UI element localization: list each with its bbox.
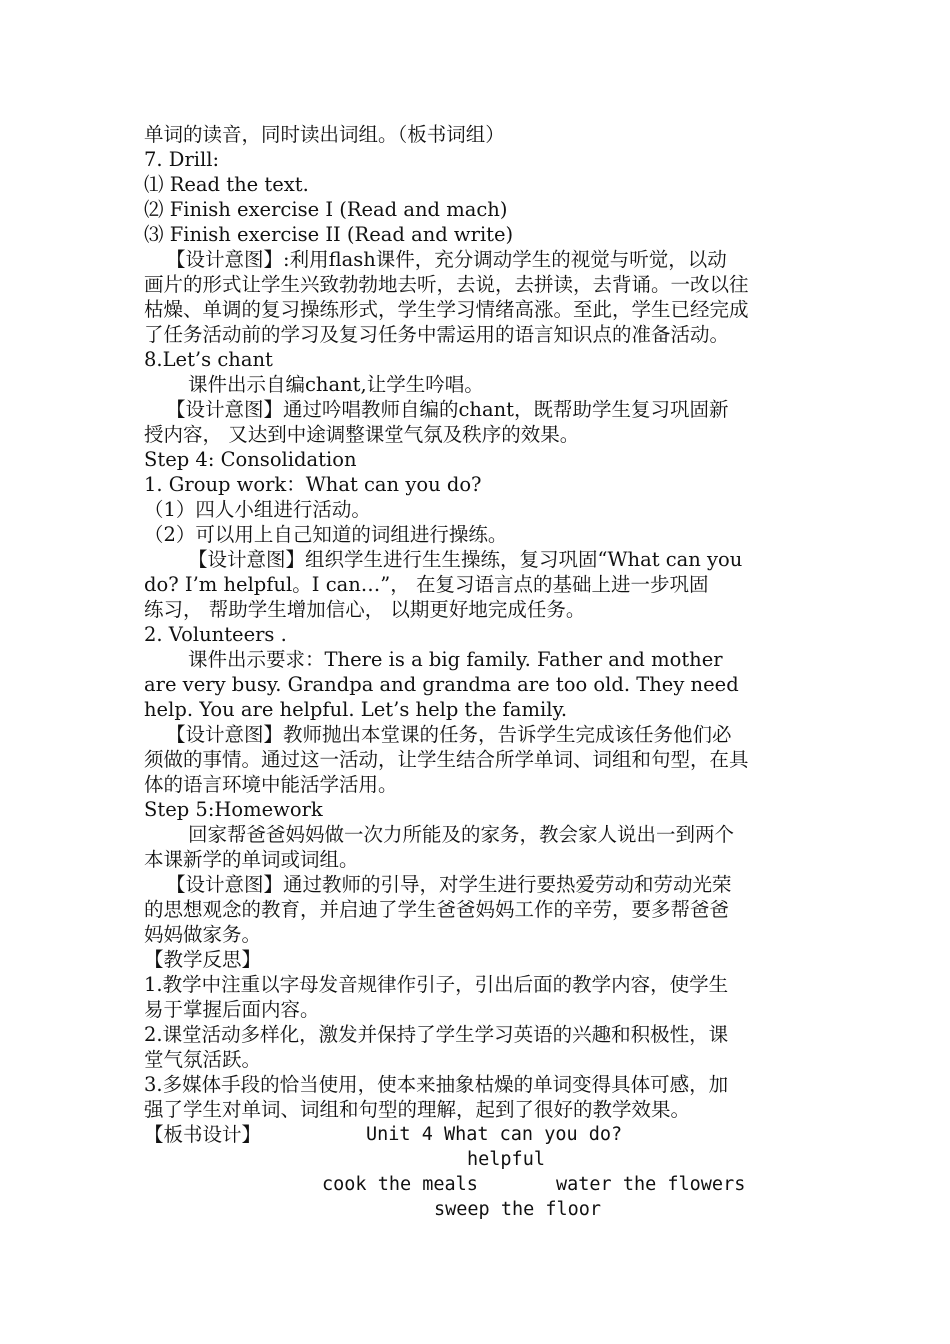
text-line: 本课新学的单词或词组。 [144, 848, 359, 871]
text-line: 课件出示要求：There is a big family. Father and mother [188, 648, 723, 671]
document-body [144, 122, 814, 1222]
text-line: 练习， 帮助学生增加信心， 以期更好地完成任务。 [144, 598, 586, 621]
text-line: 2.课堂活动多样化，激发并保持了学生学习英语的兴趣和积极性，课 [144, 1023, 729, 1046]
text-line: ⑴ Read the text. [144, 173, 309, 196]
text-line: 的思想观念的教育，并启迪了学生爸爸妈妈工作的辛劳，要多帮爸爸 [144, 898, 730, 921]
text-line: 8.Let’s chant [144, 348, 273, 371]
board-bottom-phrase: sweep the floor [434, 1199, 602, 1220]
text-line: help. You are helpful. Let’s help the family. [144, 698, 568, 721]
text-line: do? I’m helpful。I can…”， 在复习语言点的基础上进一步巩固 [144, 573, 709, 596]
text-line: 【设计意图】教师抛出本堂课的任务，告诉学生完成该任务他们必 [166, 723, 732, 746]
text-line: 【设计意图】组织学生进行生生操练，复习巩固“What can you [188, 548, 743, 571]
text-line: 课件出示自编chant,让学生吟唱。 [188, 373, 484, 396]
board-design [144, 1122, 814, 1222]
text-line: 【设计意图】通过教师的引导，对学生进行要热爱劳动和劳动光荣 [166, 873, 732, 896]
text-line: 枯燥、单调的复习操练形式，学生学习情绪高涨。至此，学生已经完成 [144, 298, 749, 321]
text-line: Step 5:Homework [144, 798, 323, 821]
text-line: 堂气氛活跃。 [144, 1048, 262, 1071]
section-heading: 【教学反思】 [144, 948, 262, 971]
text-line: ⑵ Finish exercise I (Read and mach) [144, 198, 508, 221]
text-line: 强了学生对单词、词组和句型的理解，起到了很好的教学效果。 [144, 1098, 691, 1121]
board-right-phrase: water the flowers [556, 1174, 746, 1195]
board-title: Unit 4 What can you do? [366, 1124, 623, 1145]
board-left-phrase: cook the meals [322, 1174, 478, 1195]
text-line: 单词的读音，同时读出词组。（板书词组） [144, 123, 505, 146]
text-line: 回家帮爸爸妈妈做一次力所能及的家务，教会家人说出一到两个 [188, 823, 735, 846]
text-line: 妈妈做家务。 [144, 923, 262, 946]
text-line: 1.教学中注重以字母发音规律作引子，引出后面的教学内容，使学生 [144, 973, 729, 996]
text-line: 体的语言环境中能活学活用。 [144, 773, 398, 796]
text-line: 3.多媒体手段的恰当使用，使本来抽象枯燥的单词变得具体可感，加 [144, 1073, 729, 1096]
text-line: 授内容， 又达到中途调整课堂气氛及秩序的效果。 [144, 423, 580, 446]
text-line: 了任务活动前的学习及复习任务中需运用的语言知识点的准备活动。 [144, 323, 730, 346]
board-label: 【板书设计】 [144, 1123, 262, 1146]
text-line: are very busy. Grandpa and grandma are too old. They need [144, 673, 739, 696]
text-line: （2）可以用上自己知道的词组进行操练。 [144, 523, 508, 546]
text-line: 画片的形式让学生兴致勃勃地去听，去说，去拼读，去背诵。一改以往 [144, 273, 749, 296]
text-line: 2. Volunteers . [144, 623, 287, 646]
board-center-word: helpful [467, 1149, 545, 1170]
text-line: Step 4: Consolidation [144, 448, 357, 471]
text-line: 【设计意图】通过吟唱教师自编的chant，既帮助学生复习巩固新 [166, 398, 729, 421]
text-line: 7. Drill: [144, 148, 220, 171]
text-line: 易于掌握后面内容。 [144, 998, 320, 1021]
text-line: 【设计意图】:利用flash课件，充分调动学生的视觉与听觉，以动 [166, 248, 727, 271]
text-line: 1. Group work：What can you do? [144, 473, 482, 496]
text-line: （1）四人小组进行活动。 [144, 498, 371, 521]
text-line: ⑶ Finish exercise II (Read and write) [144, 223, 514, 246]
text-line: 须做的事情。通过这一活动，让学生结合所学单词、词组和句型，在具 [144, 748, 749, 771]
